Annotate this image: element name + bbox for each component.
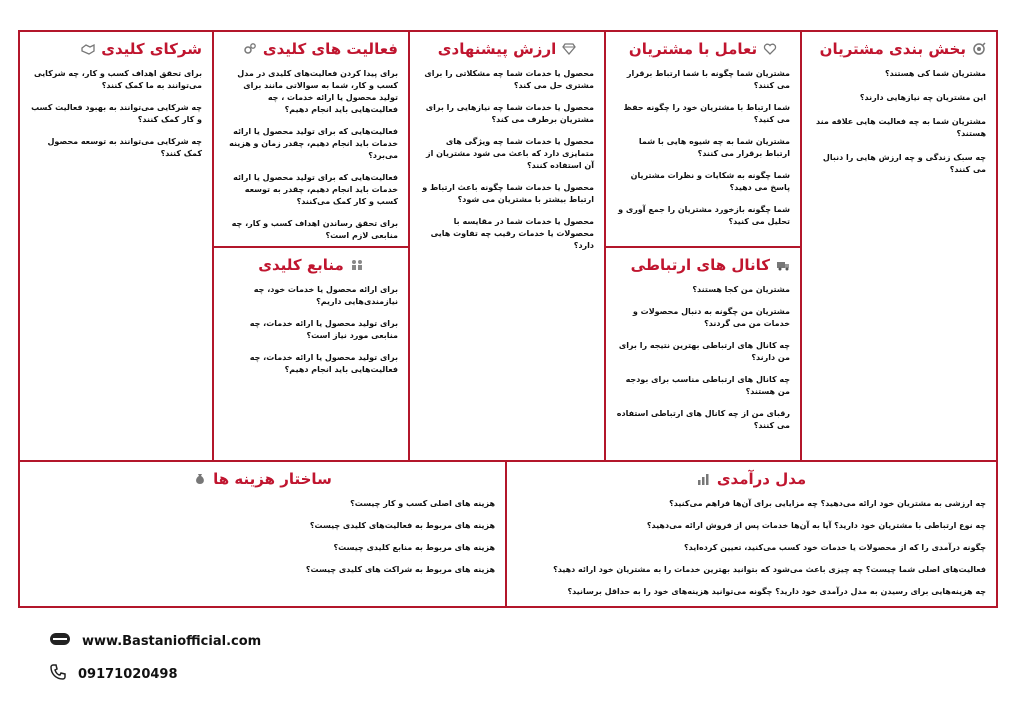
segment-question: چه سبک زندگی و چه ارزش هایی را دنبال می کنند؟ — [822, 153, 986, 174]
cost-question: هزینه های اصلی کسب و کار چیست؟ — [350, 499, 495, 508]
customer-segments-block — [800, 30, 998, 462]
partner-question: چه شرکایی می‌توانند به بهبود فعالیت کسب و کار کمک کنند؟ — [31, 103, 202, 124]
customer-relationships-title-text: تعامل با مشتریان — [628, 40, 758, 58]
cost-question: هزینه های مربوط به شراکت های کلیدی چیست؟ — [305, 565, 495, 574]
segment-question: مشتریان شما به چه فعالیت هایی علاقه مند هستند؟ — [816, 117, 986, 138]
cost-structure-title-text: ساختار هزینه ها — [213, 470, 332, 488]
value-question: محصول یا خدمات شما چه مشکلاتی را برای مشتری حل می کند؟ — [424, 69, 594, 90]
key-resources-block — [212, 246, 410, 462]
resource-question: برای ارائه محصول یا خدمات خود، چه نیازمندی‌هایی داریم؟ — [253, 285, 398, 306]
revenue-question: چه نوع ارتباطی با مشتریان خود دارید؟ آیا به آن‌ها خدمات پس از فروش ارائه می‌دهید؟ — [646, 521, 986, 530]
cost-structure-block — [18, 460, 507, 608]
channels-title-text: کانال های ارتباطی — [630, 256, 770, 274]
key-partners-title-text: شرکای کلیدی — [101, 40, 202, 58]
people-icon — [350, 258, 364, 272]
channel-question: مشتریان من چگونه به دنبال محصولات و خدمات من می گردند؟ — [632, 307, 790, 328]
heart-icon — [763, 42, 777, 56]
key-activities-title — [224, 40, 398, 58]
partner-question: برای تحقق اهداف کسب و کار، چه شرکایی می‌توانند به ما کمک کنند؟ — [34, 69, 202, 90]
phone-text[interactable]: 09171020498 — [78, 666, 178, 682]
truck-icon — [776, 258, 790, 272]
value-question: محصول یا خدمات شما چه ویژگی های متمایزی دارد که باعث می شود مشتریان از آن استفاده کنند؟ — [426, 137, 594, 170]
channel-question: چه کانال های ارتباطی مناسب برای بودجه من هستند؟ — [625, 375, 790, 396]
key-resources-title — [224, 256, 398, 274]
value-proposition-block — [408, 30, 606, 462]
relationship-question: شما چگونه به شکایات و نظرات مشتریان پاسخ می دهید؟ — [630, 171, 790, 192]
relationship-question: شما چگونه بازخورد مشتریان را جمع آوری و تحلیل می کنید؟ — [618, 205, 790, 226]
cost-structure-title — [30, 470, 495, 488]
footer-phone[interactable] — [50, 664, 178, 684]
activity-question: فعالیت‌هایی که برای تولید محصول یا ارائه خدمات باید انجام دهیم، چقدر به توسعه کسب و کار کمک می‌کنند؟ — [233, 173, 398, 206]
key-activities-block — [212, 30, 410, 248]
channels-block — [604, 246, 802, 462]
website-text[interactable]: www.Bastaniofficial.com — [82, 633, 262, 649]
activity-question: برای پیدا کردن فعالیت‌های کلیدی در مدل کسب و کار، شما به سوالاتی مانند برای تولید محصول یا ارائه خدمات ، چه فعالیت‌هایی باید انجام دهیم؟ — [237, 69, 398, 114]
footer-website[interactable] — [50, 632, 261, 650]
channels-title — [616, 256, 790, 274]
value-proposition-title — [420, 40, 594, 58]
relationship-question: مشتریان شما چگونه با شما ارتباط برقرار می کنند؟ — [626, 69, 790, 90]
segment-question: این مشتریان چه نیازهایی دارند؟ — [859, 93, 986, 102]
revenue-streams-block — [505, 460, 998, 608]
target-icon — [972, 42, 986, 56]
channel-question: رقبای من از چه کانال های ارتباطی استفاده می کنند؟ — [616, 409, 790, 430]
channel-question: چه کانال های ارتباطی بهترین نتیجه را برای من دارند؟ — [618, 341, 790, 362]
value-question: محصول یا خدمات شما چگونه باعث ارتباط و ارتباط بیشتر با مشتریان می شود؟ — [422, 183, 594, 204]
cost-question: هزینه های مربوط به منابع کلیدی چیست؟ — [333, 543, 495, 552]
relationship-question: مشتریان شما به چه شیوه هایی با شما ارتباط برقرار می کنند؟ — [638, 137, 790, 158]
key-partners-block — [18, 30, 214, 462]
money-bag-icon — [193, 472, 207, 486]
revenue-streams-title — [517, 470, 986, 488]
revenue-question: چه هزینه‌هایی برای رسیدن به مدل درآمدی خود دارید؟ چگونه می‌توانید هزینه‌های خود را به حداقل برسانید؟ — [567, 587, 986, 596]
value-proposition-title-text: ارزش پیشنهادی — [437, 40, 557, 58]
key-partners-title — [30, 40, 202, 58]
cost-question: هزینه های مربوط به فعالیت‌های کلیدی چیست؟ — [309, 521, 495, 530]
diamond-icon — [562, 42, 576, 56]
partner-question: چه شرکایی می‌توانند به توسعه محصول کمک کنند؟ — [47, 137, 202, 158]
activity-question: فعالیت‌هایی که برای تولید محصول یا ارائه خدمات باید انجام دهیم، چقدر زمان و هزینه می‌برد؟ — [229, 127, 398, 160]
phone-icon — [50, 664, 66, 684]
resource-question: برای تولید محصول یا ارائه خدمات، چه منابعی مورد نیاز است؟ — [249, 319, 398, 340]
revenue-streams-title-text: مدل درآمدی — [716, 470, 807, 488]
channel-question: مشتریان من کجا هستند؟ — [692, 285, 790, 294]
key-activities-title-text: فعالیت های کلیدی — [262, 40, 398, 58]
web-icon — [50, 632, 70, 650]
revenue-question: چگونه درآمدی را که از محصولات یا خدمات خود کسب می‌کنید، تعیین کرده‌اید؟ — [683, 543, 986, 552]
customer-segments-title-text: بخش بندی مشتریان — [819, 40, 966, 58]
key-resources-title-text: منابع کلیدی — [258, 256, 344, 274]
activity-question: برای تحقق رساندن اهداف کسب و کار، چه منابعی لازم است؟ — [231, 219, 398, 240]
customer-segments-title — [812, 40, 986, 58]
revenue-question: فعالیت‌های اصلی شما چیست؟ چه چیزی باعث می‌شود که بتوانید بهترین خدمات را به مشتریان خود ارائه دهید؟ — [553, 565, 986, 574]
segment-question: مشتریان شما کی هستند؟ — [885, 69, 986, 78]
revenue-question: چه ارزشی به مشتریان خود ارائه می‌دهید؟ چه مزایایی برای آن‌ها فراهم می‌کنید؟ — [669, 499, 986, 508]
value-question: محصول یا خدمات شما چه نیازهایی را برای مشتریان برطرف می کند؟ — [425, 103, 594, 124]
handshake-icon — [81, 42, 95, 56]
gears-icon — [243, 42, 257, 56]
customer-relationships-block — [604, 30, 802, 248]
relationship-question: شما ارتباط با مشتریان خود را چگونه حفظ می کنید؟ — [623, 103, 790, 124]
value-question: محصول یا خدمات شما در مقایسه با محصولات یا خدمات رقیب چه تفاوت هایی دارد؟ — [430, 217, 594, 250]
chart-icon — [697, 472, 711, 486]
resource-question: برای تولید محصول یا ارائه خدمات، چه فعالیت‌هایی باید انجام دهیم؟ — [249, 353, 398, 374]
customer-relationships-title — [616, 40, 790, 58]
